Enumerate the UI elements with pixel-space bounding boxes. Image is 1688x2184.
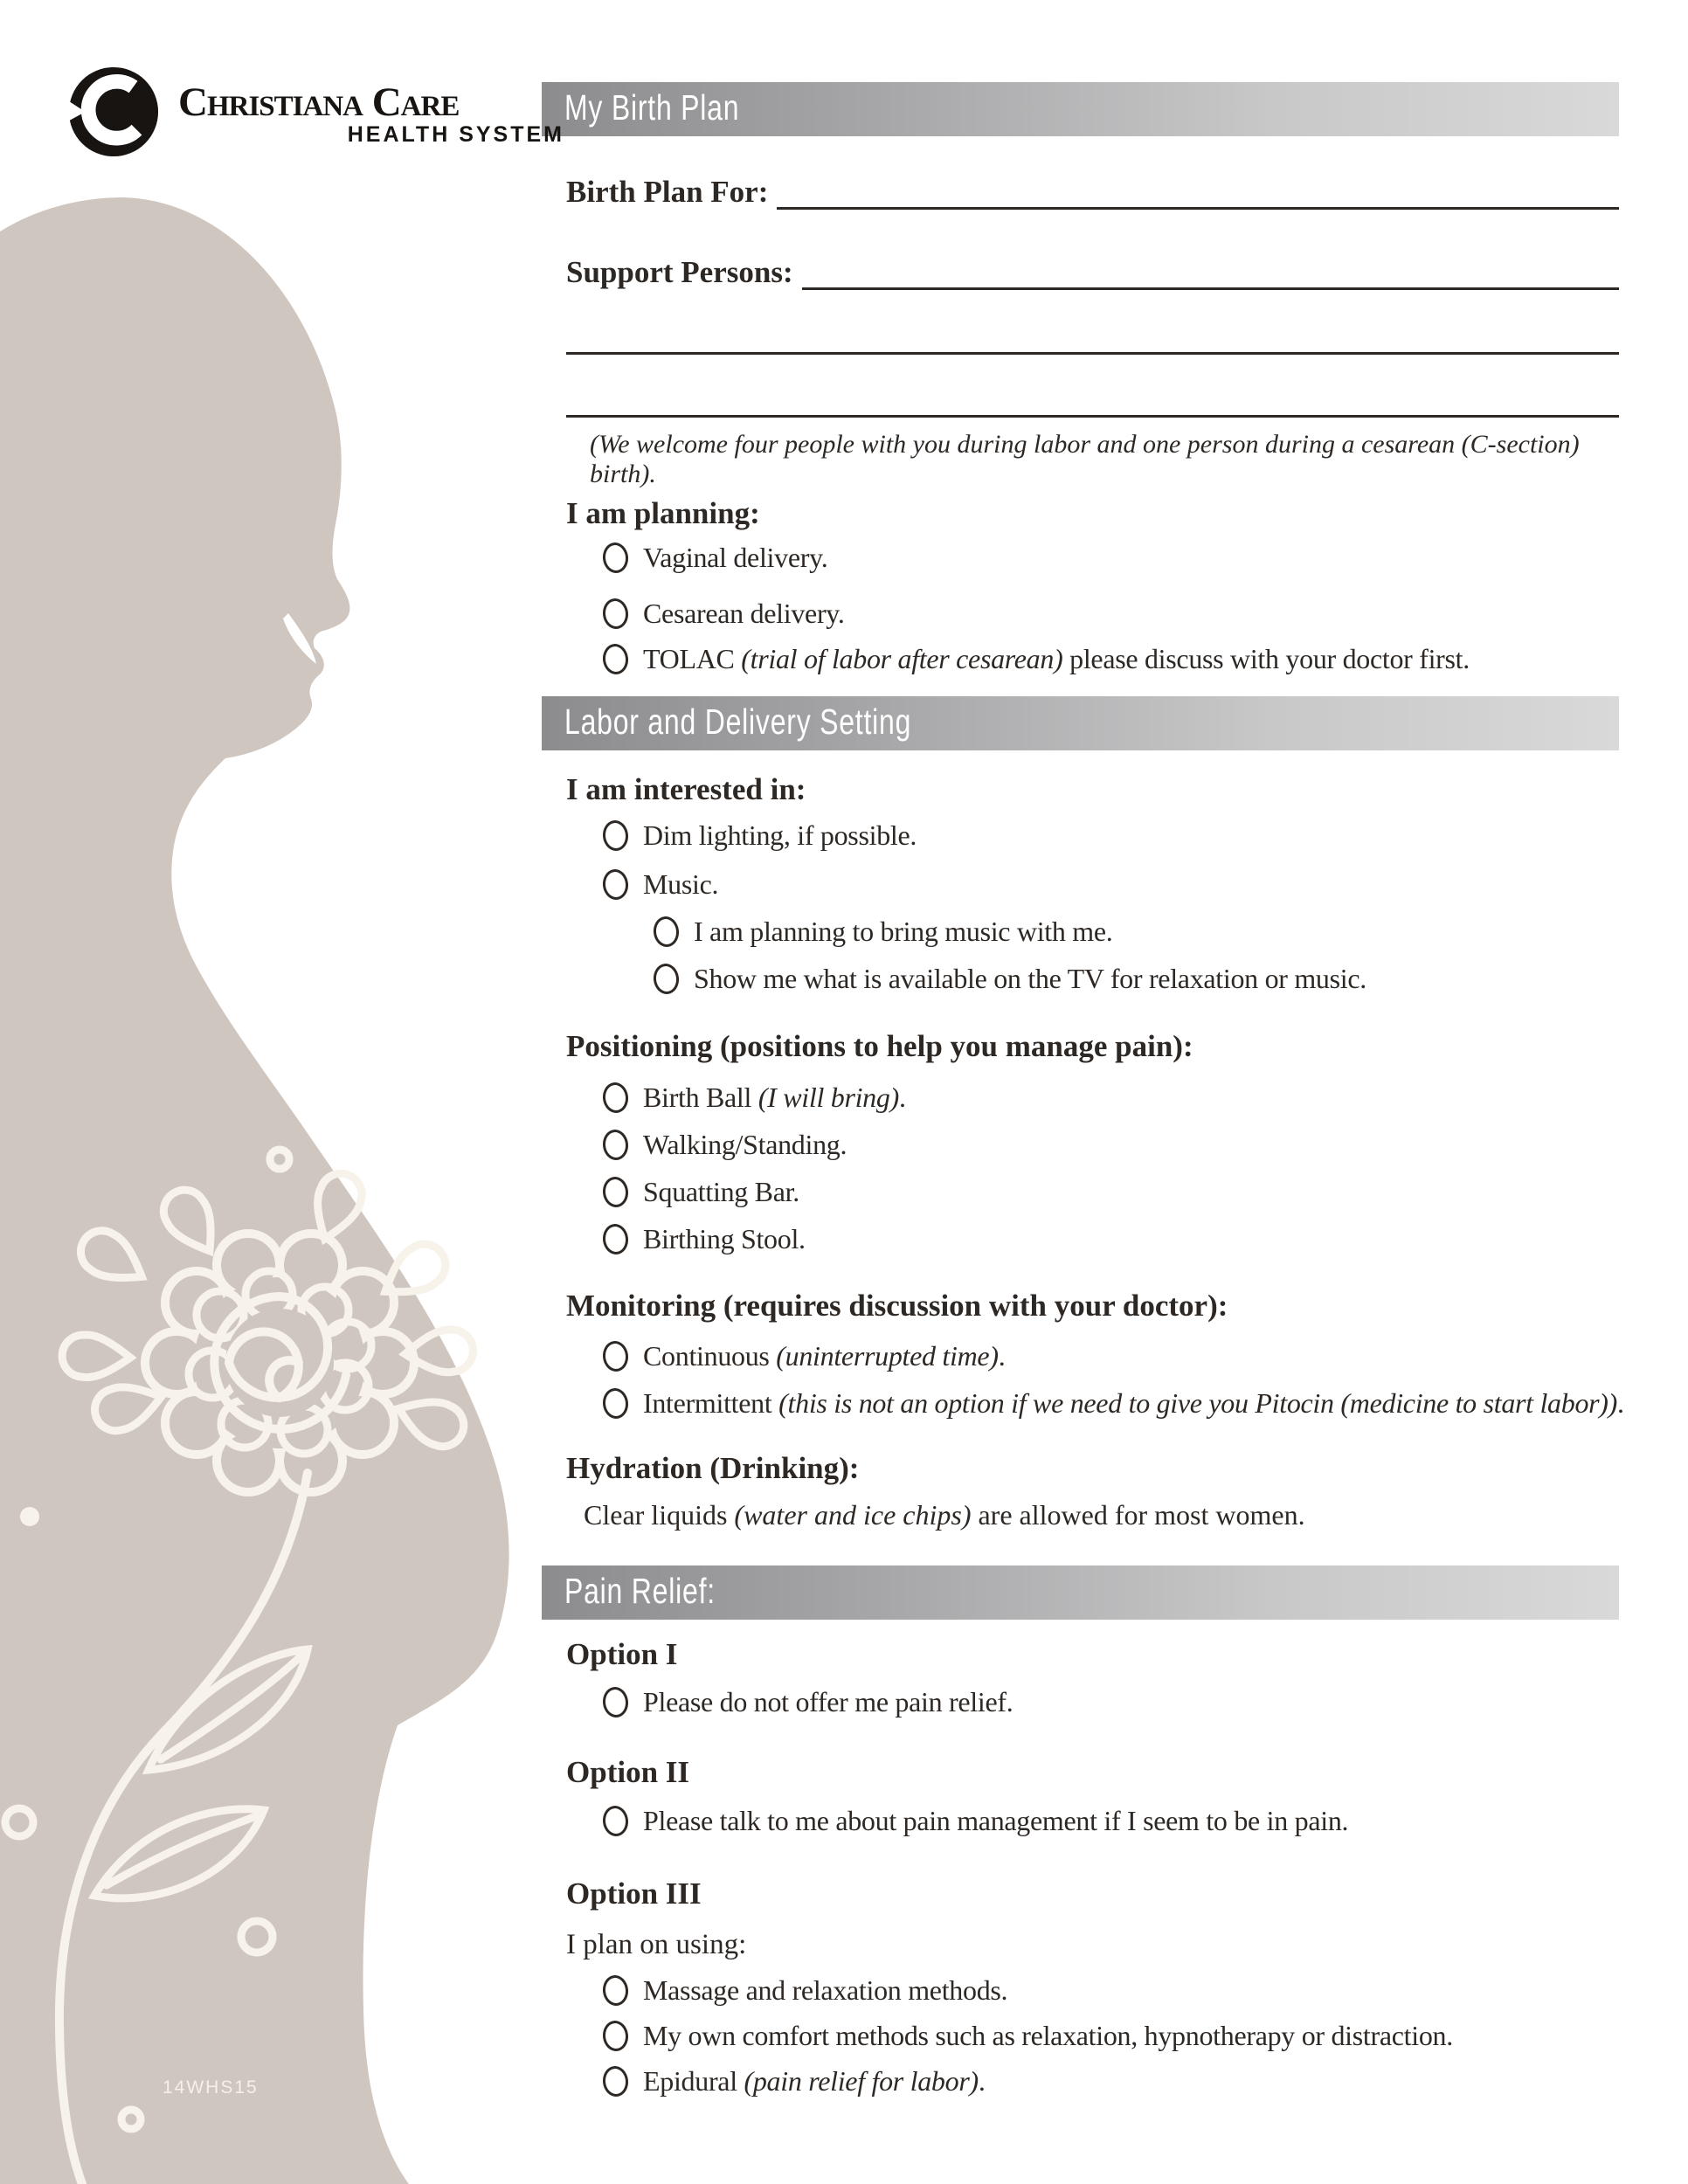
birth-plan-form: [542, 0, 1624, 2184]
group-title-positioning: Positioning (positions to help you manage pain):: [566, 1029, 1193, 1063]
option-label: Continuous (uninterrupted time).: [643, 1339, 1006, 1372]
option-talk-pain-management: [603, 1801, 1348, 1840]
option-label: Squatting Bar.: [643, 1175, 799, 1207]
option-walking-standing: [603, 1125, 847, 1164]
radio-circle[interactable]: [601, 867, 629, 901]
field-support-persons: [566, 248, 1619, 290]
radio-circle[interactable]: [601, 642, 629, 675]
option-3-intro: I plan on using:: [566, 1929, 747, 1960]
decorative-dot: [20, 1507, 39, 1526]
option-label: Dim lighting, if possible.: [643, 819, 917, 851]
group-title-monitoring: Monitoring (requires discussion with your doctor):: [566, 1289, 1228, 1323]
radio-circle[interactable]: [601, 597, 629, 630]
group-title-interested: I am interested in:: [566, 772, 806, 806]
option-tolac: [603, 639, 1470, 678]
section-banner-my-birth-plan: [542, 82, 1619, 136]
option-music: [603, 865, 718, 903]
option-label: My own comfort methods such as relaxation, hypnotherapy or distraction.: [643, 2019, 1453, 2051]
banner-title: Labor and Delivery Setting: [564, 702, 912, 742]
group-title-option-2: Option II: [566, 1755, 690, 1789]
option-label: Please talk to me about pain management if I seem to be in pain.: [643, 1804, 1349, 1836]
option-birthing-stool: [603, 1220, 806, 1258]
option-squatting-bar: [603, 1172, 799, 1211]
radio-circle[interactable]: [601, 2019, 629, 2052]
radio-circle[interactable]: [601, 819, 629, 852]
christiana-care-logo-icon: [66, 65, 161, 159]
banner-title: My Birth Plan: [564, 87, 740, 128]
banner-title: Pain Relief:: [564, 1571, 716, 1611]
option-tv-relaxation: [654, 959, 1366, 998]
radio-circle[interactable]: [601, 1081, 629, 1114]
option-bring-music: [654, 912, 1113, 950]
support-persons-note: (We welcome four people with you during labor and one person during a cesarean (C-section) birth).: [590, 430, 1580, 488]
option-label: Birth Ball (I will bring).: [643, 1081, 906, 1113]
blank-write-in-line[interactable]: [566, 415, 1619, 418]
blank-write-in-line[interactable]: [566, 352, 1619, 355]
radio-circle[interactable]: [601, 1175, 629, 1208]
radio-circle[interactable]: [601, 2064, 629, 2098]
radio-circle[interactable]: [652, 915, 680, 948]
logo-tagline: HEALTH SYSTEM: [347, 122, 564, 147]
form-code: 14WHS15: [163, 2077, 259, 2098]
radio-circle[interactable]: [601, 541, 629, 574]
radio-circle[interactable]: [601, 1386, 629, 1420]
radio-circle[interactable]: [601, 1973, 629, 2007]
option-label: I am planning to bring music with me.: [694, 915, 1113, 947]
option-label: TOLAC (trial of labor after cesarean) please discuss with your doctor first.: [643, 642, 1470, 674]
section-banner-labor-delivery-setting: [542, 696, 1619, 750]
radio-circle[interactable]: [601, 1222, 629, 1255]
logo-name: Christiana Care: [178, 79, 460, 125]
radio-circle[interactable]: [601, 1804, 629, 1837]
field-label: Support Persons:: [566, 255, 793, 289]
group-title-option-1: Option I: [566, 1637, 678, 1671]
group-title-planning: I am planning:: [566, 496, 760, 530]
group-title-option-3: Option III: [566, 1876, 702, 1911]
option-label: Show me what is available on the TV for relaxation or music.: [694, 962, 1366, 994]
option-vaginal-delivery: [603, 538, 827, 577]
option-epidural: [603, 2062, 986, 2100]
radio-circle[interactable]: [601, 1128, 629, 1161]
option-label: Massage and relaxation methods.: [643, 1973, 1008, 2006]
option-label: Intermittent (this is not an option if we need to give you Pitocin (medicine to start labor)).: [643, 1386, 1624, 1419]
option-label: Vaginal delivery.: [643, 541, 828, 573]
option-no-pain-relief: [603, 1683, 1013, 1721]
option-own-comfort-methods: [603, 2016, 1453, 2055]
radio-circle[interactable]: [601, 1685, 629, 1718]
option-continuous: [603, 1337, 1005, 1375]
option-intermittent: [603, 1384, 1624, 1422]
christiana-care-logo: [66, 65, 564, 169]
option-label: Epidural (pain relief for labor).: [643, 2064, 986, 2097]
section-banner-pain-relief: [542, 1565, 1619, 1620]
group-title-hydration: Hydration (Drinking):: [566, 1451, 860, 1485]
option-label: Cesarean delivery.: [643, 597, 845, 629]
option-massage-relaxation: [603, 1971, 1007, 2009]
birth-plan-for-input-line[interactable]: [777, 207, 1619, 210]
field-birth-plan-for: [566, 168, 1619, 210]
field-label: Birth Plan For:: [566, 175, 769, 209]
option-cesarean-delivery: [603, 594, 845, 632]
option-label: Birthing Stool.: [643, 1222, 806, 1254]
radio-circle[interactable]: [652, 962, 680, 995]
radio-circle[interactable]: [601, 1339, 629, 1372]
option-label: Music.: [643, 867, 719, 900]
option-label: Please do not offer me pain relief.: [643, 1685, 1013, 1717]
option-birth-ball: [603, 1078, 906, 1116]
support-persons-input-line[interactable]: [802, 287, 1619, 290]
option-dim-lighting: [603, 816, 917, 854]
hydration-text: Clear liquids (water and ice chips) are allowed for most women.: [584, 1499, 1305, 1531]
option-label: Walking/Standing.: [643, 1128, 847, 1160]
